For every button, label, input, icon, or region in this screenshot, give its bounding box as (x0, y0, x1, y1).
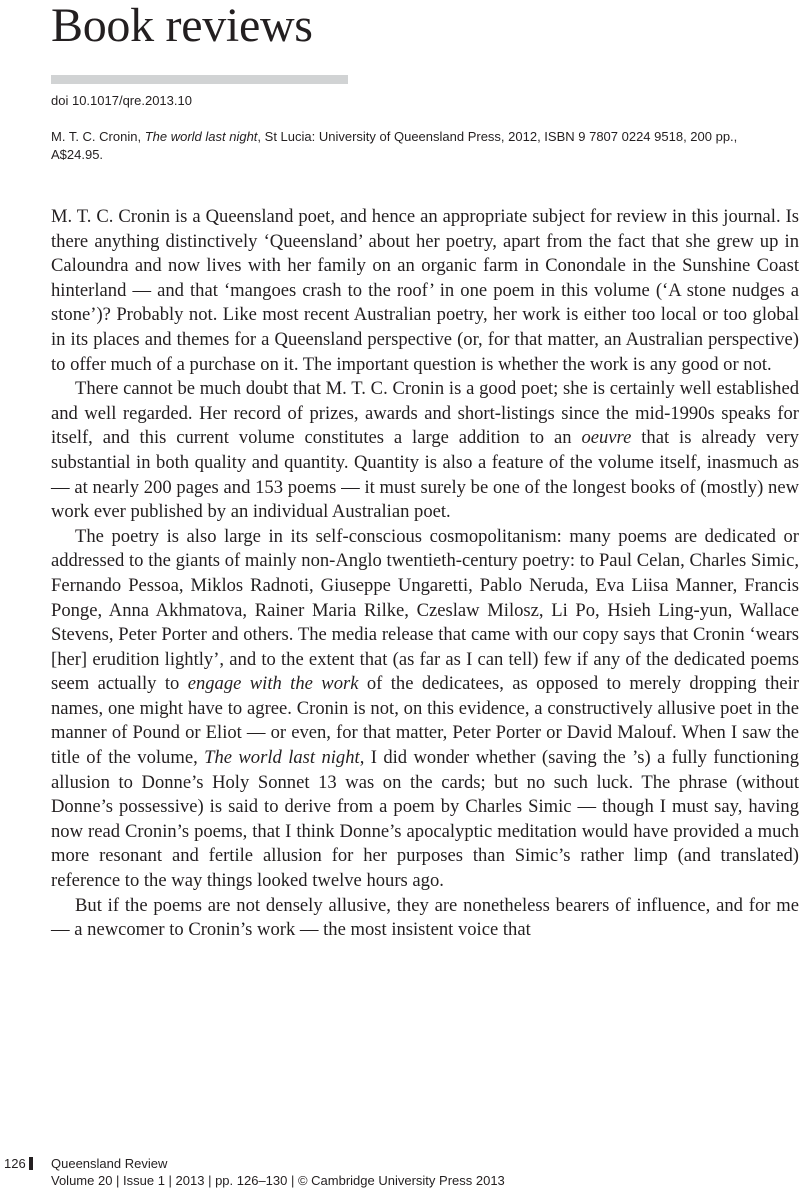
book-citation (51, 128, 781, 164)
page-footer (0, 1152, 800, 1192)
text-run: M. T. C. Cronin is a Queensland poet, and hence an appropriate subject for review in this journal. Is there anything distinctively ‘Queensland’ about her poetry, apart from the fact that she grew up in Caloundra and now lives with her family on an organic farm in Conondale in the Sunshine Coast hinterland — and that ‘mangoes crash to the roof’ in one poem in this volume (‘A stone nudges a stone’)? Probably not. Like most recent Australian poetry, her work is either too local or too global in its places and themes for a Queensland perspective (or, for that matter, an Australian perspective) to offer much of a purchase on it. The important question is whether the work is any good or not. (51, 206, 799, 375)
section-title: Book reviews (51, 0, 313, 52)
italic-text-run: The world last night (204, 747, 360, 769)
text-run: that is already very substantial in both quality and quantity. Quantity is also a feature of the volume itself, inasmuch as — at nearly 200 pages and 153 poems — it must surely be one of the longest books of (mostly) new work ever published by an individual Australian poet. (51, 427, 799, 523)
volume-info: Volume 20 | Issue 1 | 2013 | pp. 126–130 | © Cambridge University Press 2013 (51, 1173, 505, 1188)
paragraph-3 (51, 525, 799, 894)
text-run: There cannot be much doubt that M. T. C. Cronin is a good poet; she is certainly well established and well regarded. Her record of prizes, awards and short-listings since the mid-1990s speaks for itself, and this current volume constitutes a large addition to an (51, 378, 799, 449)
page-marker-bar (29, 1157, 33, 1170)
review-body (51, 205, 799, 943)
page-number (4, 1155, 33, 1172)
doi-link[interactable]: doi 10.1017/qre.2013.10 (51, 93, 192, 108)
text-run: , I did wonder whether (saving the ’s) a fully functioning allusion to Donne’s Holy Sonnet 13 was on the cards; but no such luck. The phrase (without Donne’s possessive) is said to derive from a poem by Charles Simic — though I must say, having now read Cronin’s poems, that I think Donne’s apocalyptic meditation would have provided a much more resonant and fertile allusion for her purposes than Simic’s rather limp (and translated) reference to the way things looked twelve hours ago. (51, 747, 800, 892)
paragraph-1 (51, 205, 799, 377)
page-number-text: 126 (4, 1156, 26, 1171)
text-run: But if the poems are not densely allusive, they are nonetheless bearers of influence, and for me — a newcomer to Cronin’s work — the most insistent voice that (51, 894, 799, 941)
citation-author: M. T. C. Cronin, (51, 129, 142, 144)
citation-details: , St Lucia: University of Queensland Press, 2012, ISBN 9 7807 0224 9518, 200 pp., A$24.95. (51, 129, 738, 162)
paragraph-2 (51, 377, 799, 525)
text-run: The poetry is also large in its self-conscious cosmopolitanism: many poems are dedicated or addressed to the giants of mainly non-Anglo twentieth-century poetry: to Paul Celan, Charles Simic, Fernando Pessoa, Miklos Radnoti, Giuseppe Ungaretti, Pablo Neruda, Eva Liisa Manner, Francis Ponge, Anna Akhmatova, Rainer Maria Rilke, Czeslaw Milosz, Li Po, Hsieh Ling-yun, Wallace Stevens, Peter Porter and others. The media release that came with our copy says that Cronin ‘wears [her] erudition lightly’, and to the extent that (as far as I can tell) few if any of the dedicated poems seem actually to (51, 525, 799, 695)
citation-book-title: The world last night (144, 129, 258, 144)
section-divider (51, 75, 348, 84)
italic-text-run: oeuvre (581, 427, 632, 449)
journal-name: Queensland Review (51, 1156, 168, 1171)
paragraph-4 (51, 894, 799, 943)
text-run: of the dedicatees, as opposed to merely dropping their names, one might have to agree. Cronin is not, on this evidence, a constructively allusive poet in the manner of Pound or Eliot — or even, for that matter, Peter Porter or David Malouf. When I saw the title of the volume, (51, 673, 800, 769)
italic-text-run: engage with the work (187, 673, 359, 695)
